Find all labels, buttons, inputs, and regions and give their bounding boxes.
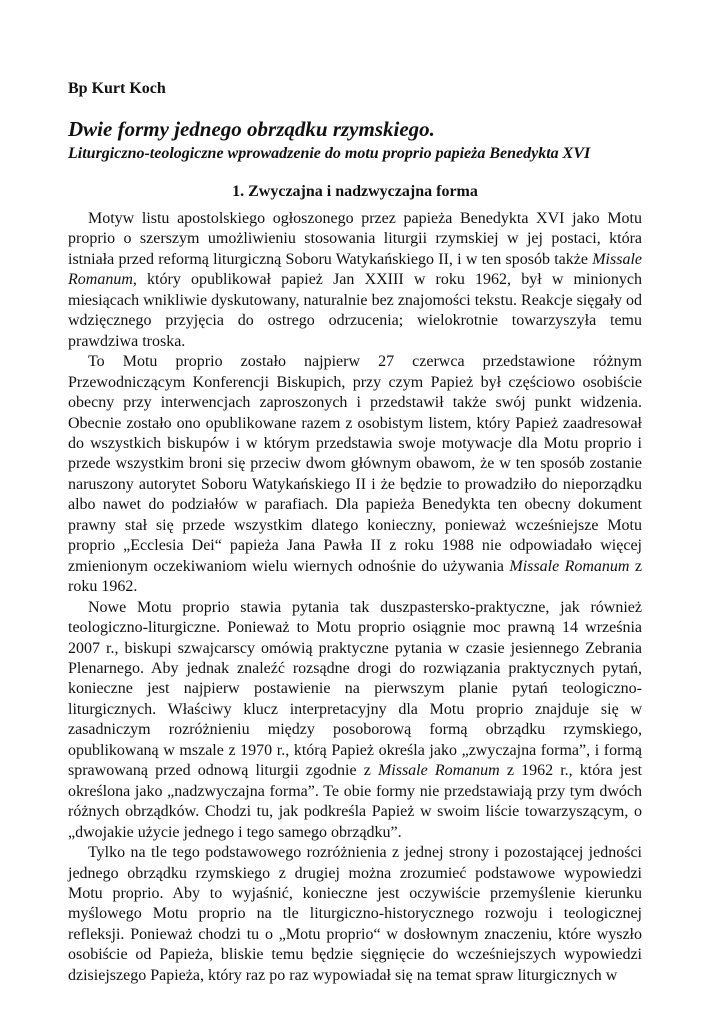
document-subtitle: Liturgiczno-teologiczne wprowadzenie do motu proprio papieża Benedykta XVI (68, 145, 591, 162)
paragraph-1-text-a: Motyw listu apostolskiego ogłoszonego przez papieża Benedykta XVI jako Motu proprio o szerszym umożliwieniu stosowania liturgii rzymskiej w jej postaci, która istniała przed reformą liturgiczną Soboru Watykańskiego II, i w ten sposób także (68, 210, 642, 268)
paragraph-3-text-c: z 1962 r., która jest określona jako „nadzwyczajna forma”. Te obie formy nie przedstawiają przy tym dwóch różnych obrządków. Chodzi tu, jak podkreśla Papież w swoim liście towarzyszącym, o „dwojakie użycie jednego i tego samego obrządku”. (68, 762, 643, 841)
document-title: Dwie formy jednego obrządku rzymskiego. (68, 117, 435, 141)
paragraph-1 (68, 209, 642, 352)
author-name: Bp Kurt Koch (68, 80, 166, 97)
paragraph-1-italic: Missale Romanum (68, 250, 642, 289)
paragraph-2 (68, 352, 642, 597)
paragraph-2-text-c: z roku 1962. (68, 557, 642, 596)
paragraph-4-text: Tylko na tle tego podstawowego rozróżnienia z jednej strony i pozostającej jedności jednego obrządku rzymskiego z drugiej można zrozumieć podstawowe wypowiedzi Motu proprio. Aby to wyjaśnić, konieczne jest oczywiście przemyślenie kierunku myślowego Motu proprio na tle liturgiczno-historycznego rozwoju i teologicznej refleksji. Ponieważ chodzi tu o „Motu proprio“ w dosłownym znaczeniu, które wyszło osobiście od Papieża, bliskie temu będzie sięgnięcie do wcześniejszych wypowiedzi dzisiejszego Papieża, który raz po raz wypowiadał się na temat spraw liturgicznych w (68, 844, 642, 984)
paragraph-2-text-a: To Motu proprio zostało najpierw 27 czerwca przedstawione różnym Przewodniczącym Konferencji Biskupich, przy czym Papież był częściowo osobiście obecny przy interwencjach zaproszonych i przedstawił także swój punkt widzenia. Obecnie zostało ono opublikowane razem z osobistym listem, który Papież zaadresował do wszystkich biskupów i w którym przedstawia swoje motywacje dla Motu proprio i przede wszystkim broni się przeciw dwom głównym obawom, że w ten sposób zostanie naruszony autorytet Soboru Watykańskiego II i że będzie to prowadziło do nieporządku albo nawet do podziałów w parafiach. Dla papieża Benedykta ten obecny dokument prawny stał się przede wszystkim dlatego konieczny, ponieważ wcześniejsze Motu proprio „Ecclesia Dei“ papieża Jana Pawła II z roku 1988 nie odpowiadało więcej zmienionym oczekiwaniom wielu wiernych odnośnie do używania (68, 353, 642, 575)
paragraph-4 (68, 843, 642, 986)
paragraph-3 (68, 598, 642, 843)
section-heading: 1. Zwyczajna i nadzwyczajna forma (232, 183, 478, 200)
paragraph-1-text-c: , który opublikował papież Jan XXIII w roku 1962, był w minionych miesiącach wnikliwie dyskutowany, naturalnie bez znajomości tekstu. Reakcje sięgały od wdzięcznego przyjęcia do ostrego odrzucenia; wielokrotnie towarzyszyła temu prawdziwa troska. (68, 271, 642, 350)
paragraph-2-italic: Missale Romanum (509, 557, 630, 575)
paragraph-3-text-a: Nowe Motu proprio stawia pytania tak duszpastersko-praktyczne, jak również teologiczno-liturgiczne. Ponieważ to Motu proprio osiągnie moc prawną 14 września 2007 r., biskupi szwajcarscy omówią praktyczne pytania w czasie jesiennego Zebrania Plenarnego. Aby jednak znaleźć rozsądne drogi do rozwiązania praktycznych pytań, konieczne jest najpierw postawienie na pierwszym planie pytań teologiczno-liturgicznych. Właściwy klucz interpretacyjny dla Motu proprio znajduje się w zasadniczym rozróżnieniu między posoborową formą obrządku rzymskiego, opublikowaną w mszale z 1970 r., którą Papież określa jako „zwyczajna forma”, i formą sprawowaną przed odnową liturgii zgodnie z (68, 598, 642, 780)
body-text (68, 209, 642, 986)
paragraph-3-italic: Missale Romanum (377, 762, 500, 780)
